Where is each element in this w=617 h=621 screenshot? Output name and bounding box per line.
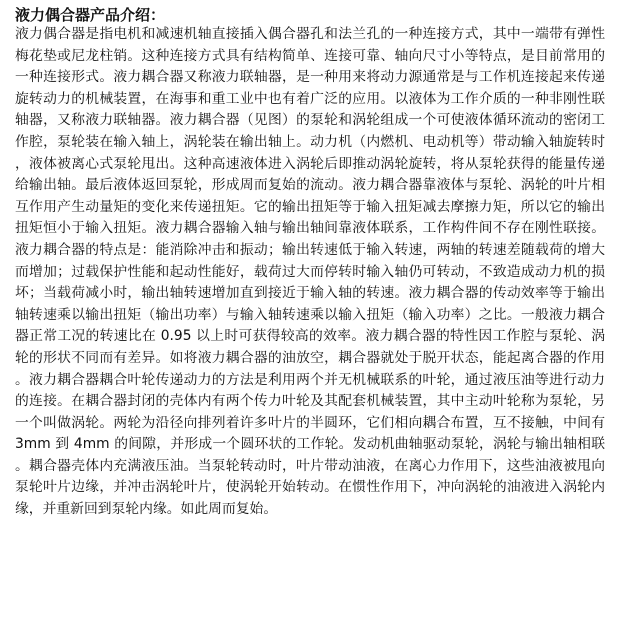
product-intro-article: [15, 6, 605, 521]
article-body: 液力偶合器是指电机和减速机轴直接插入偶合器孔和法兰孔的一种连接方式，其中一端带有弹性梅花垫或尼龙柱销。这种连接方式具有结构简单、连接可靠、轴向尺寸小等特点，是目前常用的一种连接形式。液力耦合器又称液力联轴器，是一种用来将动力源通常是与工作机连接起来传递旋转动力的机械装置，在海事和重工业中也有着广泛的应用。以液体为工作介质的一种非刚性联轴器，又称液力联轴器。液力耦合器（见图）的泵轮和涡轮组成一个可使液体循环流动的密闭工作腔，泵轮装在输入轴上，涡轮装在输出轴上。动力机（内燃机、电动机等）带动输入轴旋转时，液体被离心式泵轮甩出。这种高速液体进入涡轮后即推动涡轮旋转，将从泵轮获得的能量传递给输出轴。最后液体返回泵轮，形成周而复始的流动。液力耦合器靠液体与泵轮、涡轮的叶片相互作用产生动量矩的变化来传递扭矩。它的输出扭矩等于输入扭矩减去摩擦力矩，所以它的输出扭矩恒小于输入扭矩。液力耦合器输入轴与输出轴间靠液体联系，工作构件间不存在刚性联接。液力耦合器的特点是：能消除冲击和振动；输出转速低于输入转速，两轴的转速差随载荷的增大而增加；过载保护性能和起动性能好，载荷过大而停转时输入轴仍可转动，不致造成动力机的损坏；当载荷减小时，输出轴转速增加直到接近于输入轴的转速。液力耦合器的传动效率等于输出轴转速乘以输出扭矩（输出功率）与输入轴转速乘以输入扭矩（输入功率）之比。一般液力耦合器正常工况的转速比在 0.95 以上时可获得较高的效率。液力耦合器的特性因工作腔与泵轮、涡轮的形状不同而有差异。如将液力耦合器的油放空，耦合器就处于脱开状态，能起离合器的作用。液力耦合器耦合叶轮传递动力的方法是利用两个并无机械联系的叶轮，通过液压油等进行动力的连接。在耦合器封闭的壳体内有两个传力叶轮及其配套机械装置，其中主动叶轮称为泵轮，另一个叫做涡轮。两轮为沿径向排列着许多叶片的半圆环，它们相向耦合布置，互不接触，中间有 3mm 到 4mm 的间隙，并形成一个圆环状的工作轮。发动机曲轴驱动泵轮，涡轮与输出轴相联。耦合器壳体内充满液压油。当泵轮转动时，叶片带动油液，在离心力作用下，这些油液被甩向泵轮叶片边缘，并冲击涡轮叶片，使涡轮开始转动。在惯性作用下，冲向涡轮的油液进入涡轮内缘，并重新回到泵轮内缘。如此周而复始。: [15, 26, 605, 518]
article-title: 液力偶合器产品介绍：: [15, 6, 166, 24]
